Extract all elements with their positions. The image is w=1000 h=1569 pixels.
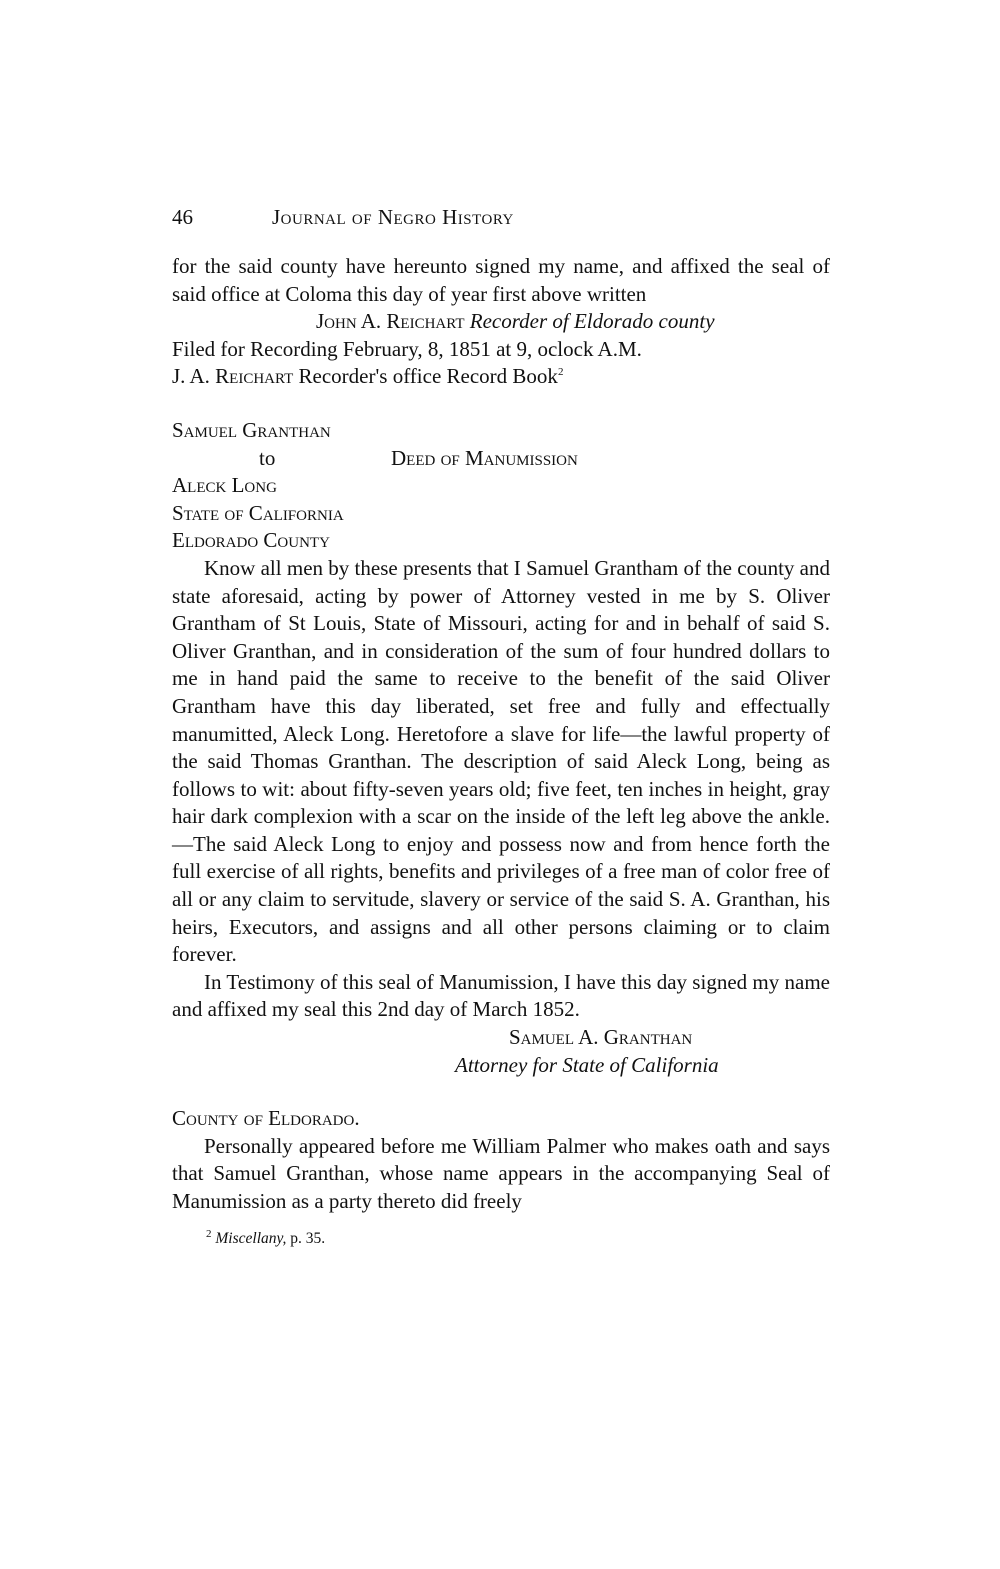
deed-caption xyxy=(172,417,830,555)
journal-title: Journal of Negro History xyxy=(272,205,514,229)
footnote-source: Miscellany, xyxy=(215,1229,287,1247)
recorder-name: John A. Reichart xyxy=(316,309,465,334)
grantor-name: Samuel Granthan xyxy=(172,417,331,442)
caption-state: State of California xyxy=(172,500,344,525)
footnote-ref: 2 xyxy=(557,366,564,379)
recorder-signature xyxy=(172,308,830,336)
caption-county: Eldorado County xyxy=(172,528,330,553)
footnote-number: 2 xyxy=(206,1227,212,1240)
deed-title: Deed of Manumission xyxy=(391,445,578,470)
footnote-page: p. 35. xyxy=(290,1229,326,1247)
filed-line: Filed for Recording February, 8, 1851 at 9, oclock A.M. xyxy=(172,336,642,361)
record-line xyxy=(172,363,830,391)
affidavit-heading: County of Eldorado. xyxy=(172,1106,360,1131)
testimony-paragraph: In Testimony of this seal of Manumission, I have this day signed my name and affixed my seal this 2nd day of March 1852. xyxy=(172,969,830,1022)
grantor-signature: Samuel A. Granthan xyxy=(509,1025,693,1050)
caption-to: to xyxy=(259,445,276,470)
grantor-signature-title: Attorney for State of California xyxy=(455,1052,719,1077)
caption-to-row xyxy=(172,445,830,473)
recorder-title: Recorder of Eldorado county xyxy=(469,309,715,334)
deed-paragraph: Know all men by these presents that I Samuel Grantham of the county and state aforesaid, acting by power of Attorney vested in me by S. Oliver Grantham of St Louis, State of Missouri, acting for and in behalf of said S. Oliver Granthan, and in consideration of the sum of four hundred dollars to me in hand paid the same to receive to the benefit of the said Oliver Grantham have this day liberated, set free and fully and effectually manumitted, Aleck Long. Heretofore a slave for life—the lawful property of the said Thomas Granthan. The description of said Aleck Long, being as follows to wit: about fifty-seven years old; five feet, ten inches in height, gray hair dark complexion with a scar on the inside of the left leg above the ankle.—The said Aleck Long to enjoy and possess now and from hence forth the full exercise of all rights, benefits and privileges of a free man of color free of all or any claim to servitude, slavery or service of the said S. A. Granthan, his heirs, Executors, and assigns and all other persons claiming or to claim forever. xyxy=(172,555,830,967)
record-text: Recorder's office Record Book xyxy=(298,364,558,389)
record-name: J. A. Reichart xyxy=(172,364,294,389)
affidavit-paragraph: Personally appeared before me William Palmer who makes oath and says that Samuel Granthan, whose name appears in the accompanying Seal of Manumission as a party thereto did freely xyxy=(172,1133,830,1213)
document-page xyxy=(172,203,830,1250)
page-number: 46 xyxy=(172,205,193,229)
grantee-name: Aleck Long xyxy=(172,473,277,498)
body-text xyxy=(172,253,830,1250)
running-head xyxy=(172,203,830,231)
footnote xyxy=(172,1228,830,1250)
opening-paragraph: for the said county have hereunto signed my name, and affixed the seal of said office at Coloma this day of year first above written xyxy=(172,254,830,306)
